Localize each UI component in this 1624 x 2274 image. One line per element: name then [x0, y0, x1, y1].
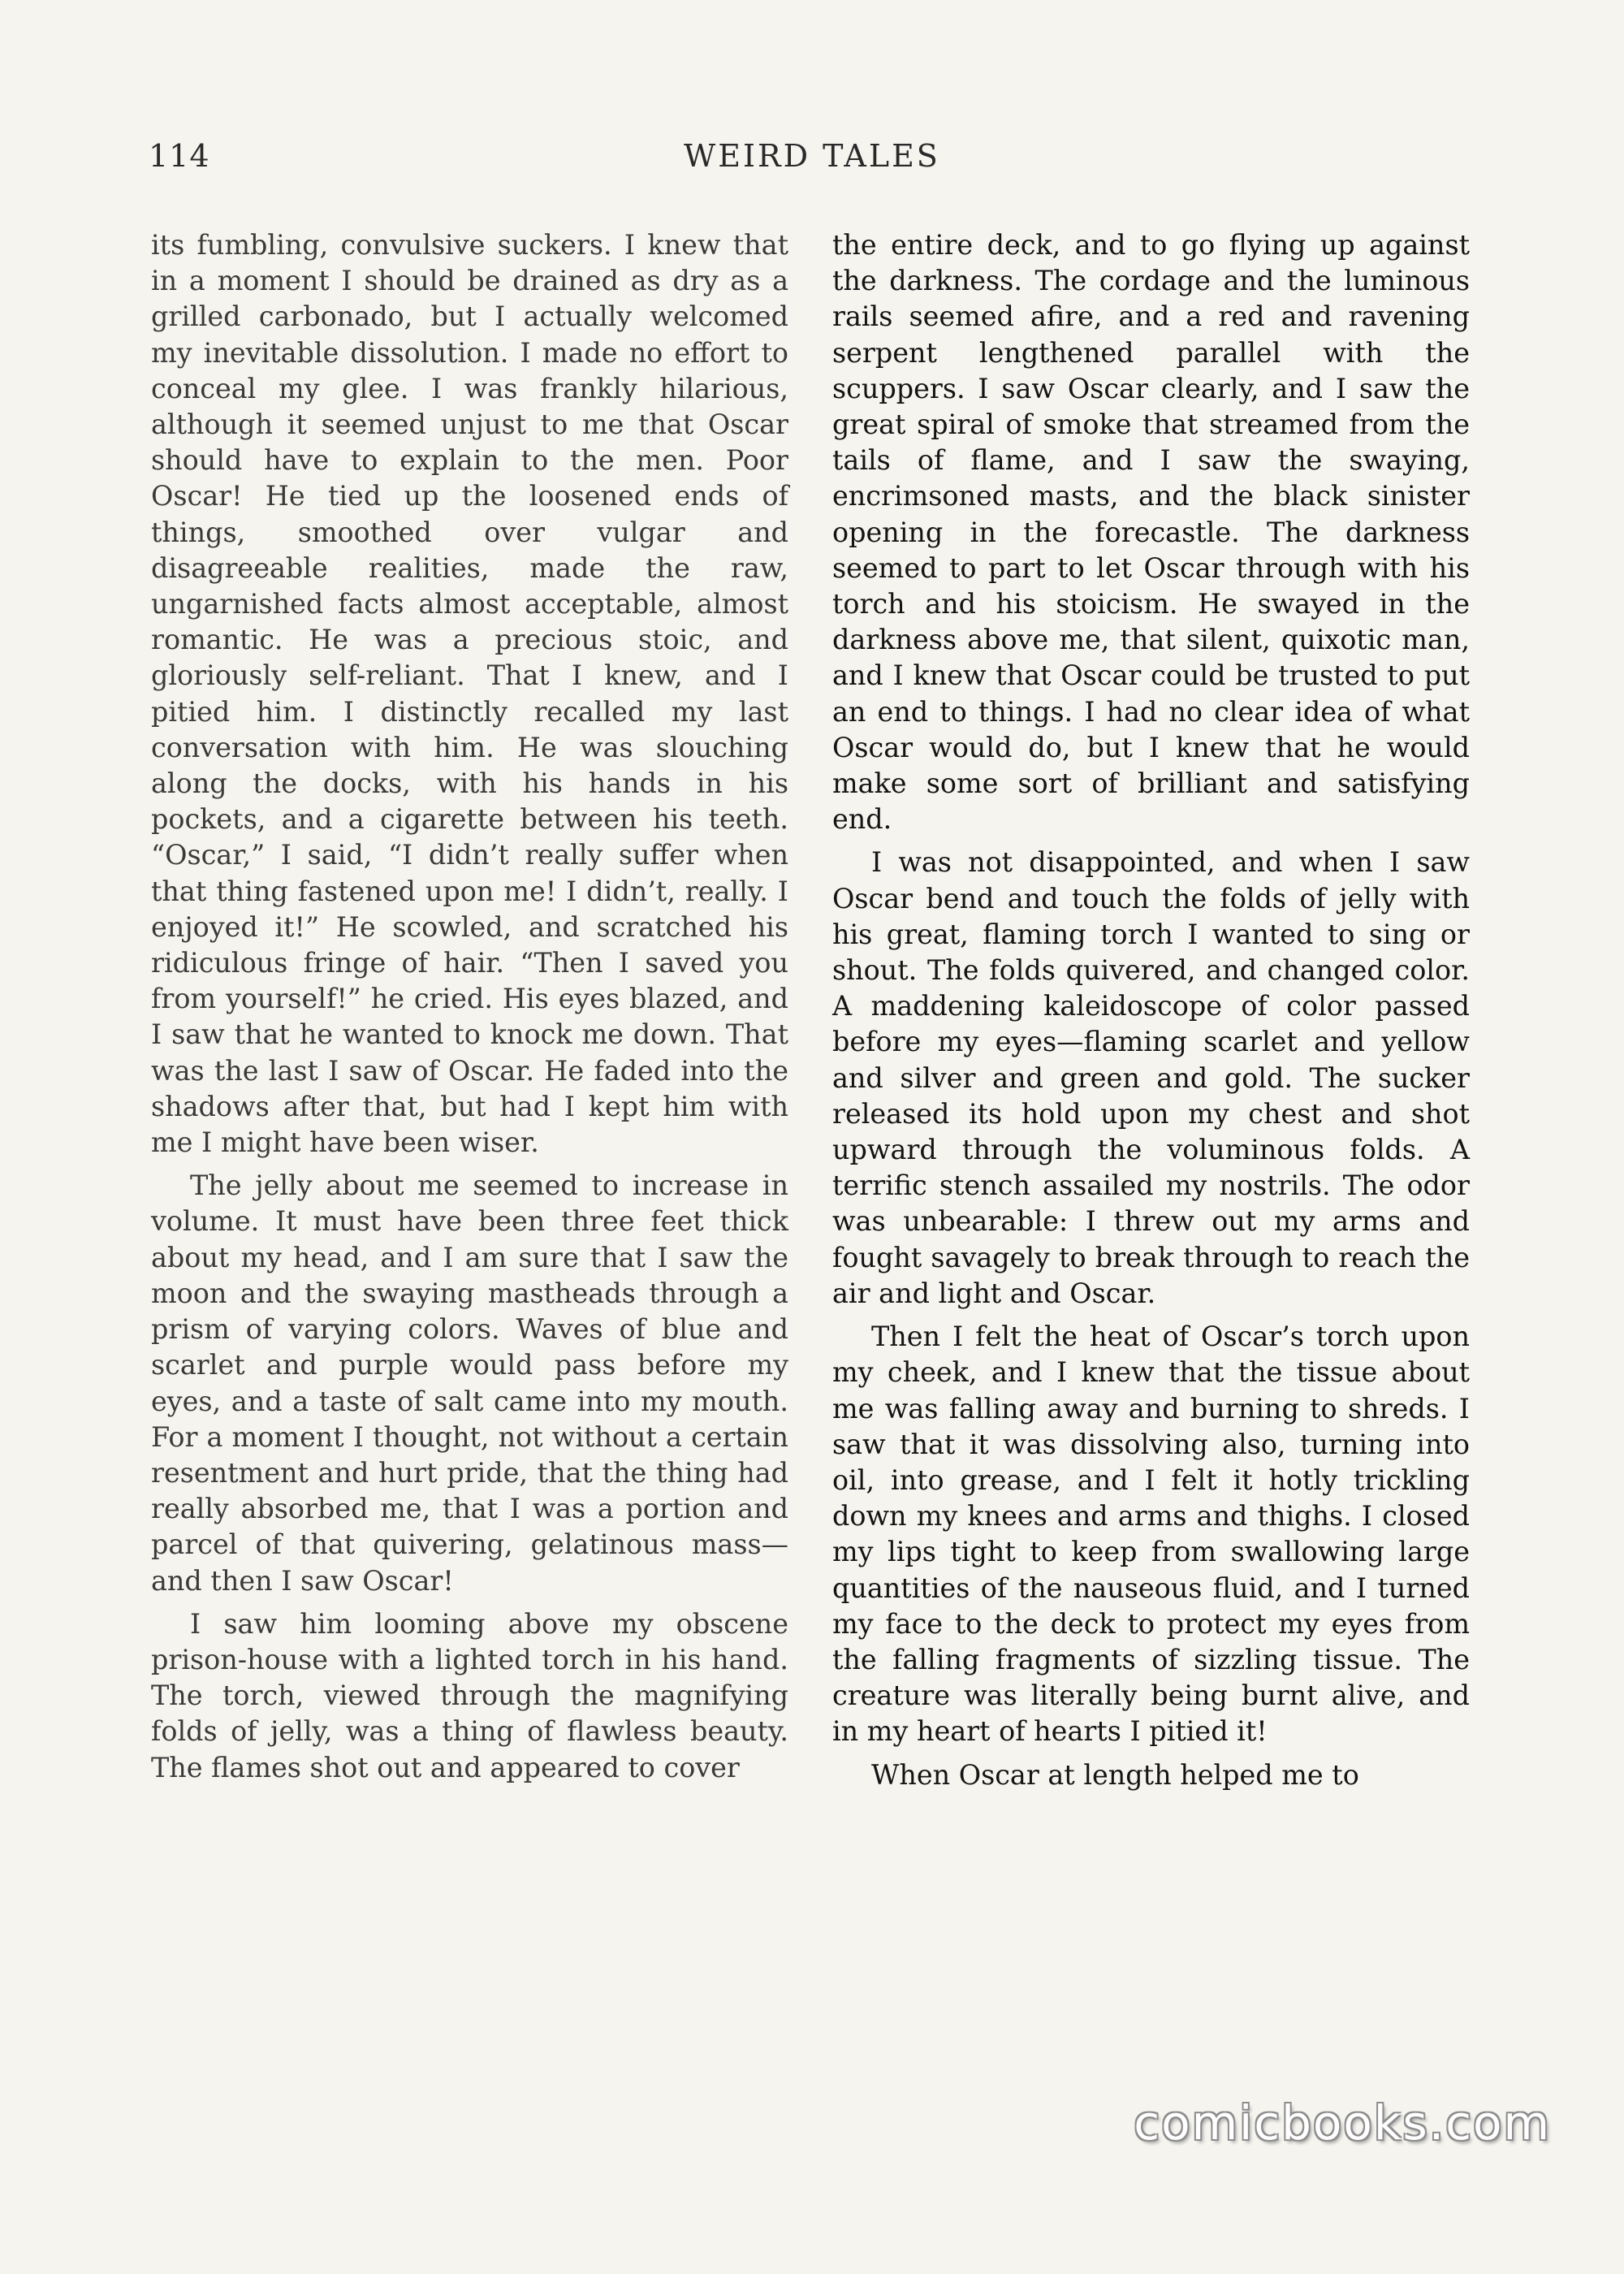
watermark-logo: comicbooks.com — [1134, 2095, 1551, 2151]
paragraph: its fumbling, convulsive suckers. I knew that in a moment I should be drained as dry as a grilled carbonado, but I actually welcomed my inevitable dissolution. I made no effort to conceal my glee. I was frankly hilarious, although it seemed unjust to me that Oscar should have to explain to the men. Poor Oscar! He tied up the loosened ends of things, smoothed over vulgar and disagreeable realities, made the raw, ungarnished facts almost acceptable, almost romantic. He was a precious stoic, and gloriously self-reliant. That I knew, and I pitied him. I distinctly recalled my last conversation with him. He was slouching along the docks, with his hands in his pockets, and a cigarette between his teeth. “Oscar,” I said, “I didn’t really suffer when that thing fastened upon me! I didn’t, really. I enjoyed it!” He scowled, and scratched his ridiculous fringe of hair. “Then I saved you from yourself!” he cried. His eyes blazed, and I saw that he wanted to knock me down. That was the last I saw of Oscar. He faded into the shadows after that, but had I kept him with me I might have been wiser. — [151, 229, 788, 1159]
page-number: 114 — [149, 138, 210, 174]
left-column — [151, 227, 788, 1793]
paragraph: Then I felt the heat of Oscar’s torch upon my cheek, and I knew that the tissue about me was falling away and burning to shreds. I saw that it was dissolving also, turning into oil, into grease, and I felt it hotly trickling down my knees and arms and thighs. I closed my lips tight to keep from swallowing large quantities of the nauseous fluid, and I turned my face to the deck to protect my eyes from the falling fragments of sizzling tissue. The creature was literally being burnt alive, and in my heart of hearts I pitied it! — [832, 1321, 1470, 1748]
paragraph: I was not disappointed, and when I saw Oscar bend and touch the folds of jelly with his great, flaming torch I wanted to sing or shout. The folds quivered, and changed color. A maddening kaleidoscope of color passed before my eyes—flaming scarlet and yellow and silver and green and gold. The sucker released its hold upon my chest and shot upward through the voluminous folds. A terrific stench assailed my nostrils. The odor was unbearable: I threw out my arms and fought savagely to break through to reach the air and light and Oscar. — [832, 846, 1470, 1309]
right-column — [832, 227, 1470, 1801]
paragraph: The jelly about me seemed to increase in volume. It must have been three feet thick about my head, and I am sure that I saw the moon and the swaying mastheads through a prism of varying colors. Waves of blue and scarlet and purple would pass before my eyes, and a taste of salt came into my mouth. For a moment I thought, not without a certain resentment and hurt pride, that the thing had really absorbed me, that I was a portion and parcel of that quivering, gelatinous mass—and then I saw Oscar! — [151, 1169, 788, 1597]
paragraph: the entire deck, and to go flying up against the darkness. The cordage and the luminous rails seemed afire, and a red and ravening serpent lengthened parallel with the scuppers. I saw Oscar clearly, and I saw the great spiral of smoke that streamed from the tails of flame, and I saw the swaying, encrimsoned masts, and the black sinister opening in the forecastle. The darkness seemed to part to let Oscar through with his torch and his stoicism. He swayed in the darkness above me, that silent, quixotic man, and I knew that Oscar could be trusted to put an end to things. I had no clear idea of what Oscar would do, but I knew that he would make some sort of brilliant and satisfying end. — [832, 229, 1470, 836]
paragraph: I saw him looming above my obscene prison-house with a lighted torch in his hand. The torch, viewed through the magnifying folds of jelly, was a thing of flawless beauty. The flames shot out and appeared to cover — [151, 1607, 788, 1783]
paragraph: When Oscar at length helped me to — [871, 1758, 1359, 1791]
running-title: WEIRD TALES — [684, 138, 940, 174]
